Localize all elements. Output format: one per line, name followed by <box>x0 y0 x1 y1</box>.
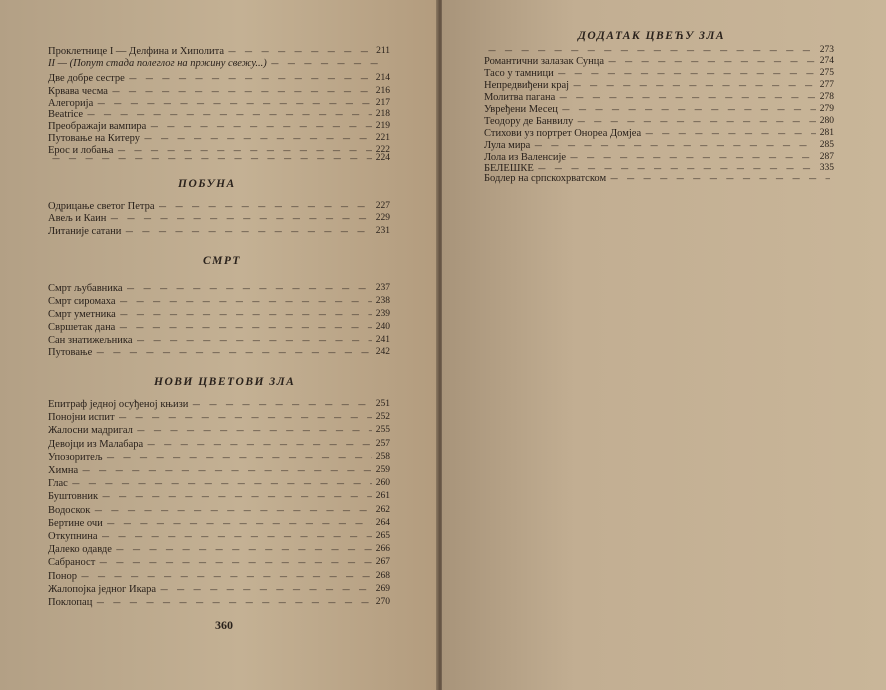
toc-entry-title: Путовање на Китеру <box>48 133 141 144</box>
section-heading-pobuna: ПОБУНА <box>178 178 236 190</box>
toc-entry-page: 240 <box>375 322 390 332</box>
page-number: 360 <box>215 618 233 632</box>
toc-entry <box>48 282 390 295</box>
toc-dash-leader <box>102 490 372 503</box>
toc-dash-leader <box>107 517 372 530</box>
toc-entry-page: 280 <box>819 116 834 126</box>
toc-entry-page: 231 <box>375 226 390 236</box>
toc-dash-leader <box>147 438 372 451</box>
toc-entry-page: 278 <box>819 92 834 102</box>
toc-entry-page: 258 <box>375 451 390 462</box>
toc-entry-title: Авељ и Каин <box>48 213 107 224</box>
toc-entry-page: 257 <box>375 438 390 449</box>
toc-dash-leader <box>137 424 372 437</box>
toc-entry <box>48 424 390 437</box>
toc-dash-leader <box>119 411 372 424</box>
toc-entry <box>48 477 390 490</box>
toc-entry-page: 268 <box>375 570 390 581</box>
toc-entry-page: 229 <box>375 213 390 223</box>
toc-dash-leader <box>52 152 372 165</box>
toc-dash-leader <box>102 530 372 543</box>
toc-entry-page: 219 <box>375 121 390 131</box>
toc-entry-page: 242 <box>375 347 390 357</box>
toc-entry-title: Одрицање светог Петра <box>48 201 155 212</box>
toc-dash-leader <box>160 583 372 596</box>
toc-entry-page: 277 <box>819 80 834 90</box>
left-page <box>0 0 438 690</box>
toc-entry-page: 285 <box>819 140 834 150</box>
toc-entry-title: II — (Попут стада полеглог на пржину свежу...) <box>48 58 267 69</box>
toc-dash-leader <box>82 464 372 477</box>
toc-dash-leader <box>96 346 371 359</box>
toc-entry-page: 218 <box>375 109 390 119</box>
toc-entry-page: 262 <box>375 504 390 515</box>
toc-entry-title: Молитва пагана <box>484 92 556 103</box>
toc-dash-leader <box>110 212 371 225</box>
toc-entry <box>48 596 390 609</box>
toc-entry-page: 264 <box>375 517 390 528</box>
toc-entry <box>48 438 390 451</box>
toc-entry-title: Проклетнице I — Делфина и Хиполита <box>48 46 224 57</box>
toc-entry <box>48 212 390 225</box>
section-heading-dodatak: ДОДАТАК ЦВЕЋУ ЗЛА <box>578 30 726 42</box>
right-page <box>442 0 886 690</box>
toc-entry-title: Смрт сиромаха <box>48 296 116 307</box>
toc-dash-leader <box>192 398 371 411</box>
toc-entry-title: Бодлер на српскохрватском <box>484 173 607 184</box>
toc-entry-title: Буштовник <box>48 491 99 503</box>
toc-dash-leader <box>119 321 371 334</box>
toc-dash-leader <box>610 172 830 185</box>
toc-entry-page: 241 <box>375 335 390 345</box>
toc-entry <box>48 504 390 517</box>
toc-entry-page: 281 <box>819 128 834 138</box>
toc-entry-title: Смрт уметника <box>48 309 116 320</box>
toc-entry-title: Глас <box>48 478 68 490</box>
toc-entry-title: Водоскок <box>48 504 91 516</box>
toc-entry-page: 267 <box>375 557 390 568</box>
toc-entry-title: Лула мира <box>484 140 531 151</box>
toc-dash-leader <box>125 225 371 238</box>
toc-dash-leader <box>127 282 372 295</box>
toc-entry-page: 275 <box>819 68 834 78</box>
toc-entry-title: Путовање <box>48 347 93 358</box>
toc-dash-leader <box>271 57 386 70</box>
toc-entry-page: 261 <box>375 491 390 502</box>
toc-entry-page: 224 <box>375 153 390 163</box>
toc-entry-title: Епитраф једној осуђеној књизи <box>48 399 189 410</box>
toc-entry-page: 255 <box>375 425 390 436</box>
toc-entry-title: Бертине очи <box>48 517 103 529</box>
toc-entry-title: Тасо у тамници <box>484 68 554 79</box>
toc-dash-leader <box>72 477 372 490</box>
toc-entry-page: 221 <box>375 133 390 143</box>
toc-entry <box>48 464 390 477</box>
toc-entry-page: 335 <box>819 163 834 173</box>
toc-dash-leader <box>116 543 372 556</box>
toc-entry-title: Упозоритељ <box>48 451 103 463</box>
toc-entry-title: Поклопац <box>48 597 93 608</box>
toc-dash-leader <box>96 596 371 609</box>
toc-entry-title: Понор <box>48 570 77 582</box>
toc-entry-title: Непредвиђени крај <box>484 80 570 91</box>
toc-entry-page: 274 <box>819 56 834 66</box>
toc-entry-page: 252 <box>375 412 390 423</box>
toc-entry-page: 269 <box>375 583 390 594</box>
toc-entry-page: 237 <box>375 283 390 293</box>
toc-entry <box>48 321 390 334</box>
toc-entry <box>48 57 390 70</box>
toc-entry-page: 222 <box>375 145 390 155</box>
toc-entry-title: Лола из Валенсије <box>484 152 567 163</box>
toc-entry-page: 211 <box>376 46 390 56</box>
toc-entry <box>48 152 390 165</box>
toc-entry-title: Алегорија <box>48 98 94 109</box>
toc-entry-title: Романтични залазак Сунца <box>484 56 605 67</box>
toc-entry <box>48 490 390 503</box>
toc-entry <box>48 72 390 85</box>
toc-entry-page: 251 <box>375 399 390 409</box>
toc-entry-page: 270 <box>375 597 390 607</box>
toc-dash-leader <box>106 451 371 464</box>
toc-entry-page: 279 <box>819 104 834 114</box>
toc-dash-leader <box>99 556 371 569</box>
toc-entry <box>48 308 390 321</box>
toc-entry <box>48 570 390 583</box>
toc-entry-title: Литаније сатани <box>48 226 122 237</box>
toc-entry <box>48 411 390 424</box>
toc-entry <box>48 346 390 359</box>
toc-entry-title: Ерос и лобања <box>48 145 114 156</box>
toc-entry-page: 227 <box>375 201 390 211</box>
toc-entry-title: Смрт љубавника <box>48 283 123 294</box>
toc-entry <box>48 556 390 569</box>
toc-entry-title: Преображаји вампира <box>48 121 147 132</box>
toc-entry-title: Увређени Месец <box>484 104 558 115</box>
section-heading-smrt: СМРТ <box>203 255 241 267</box>
toc-entry <box>48 225 390 238</box>
toc-dash-leader <box>94 504 371 517</box>
toc-entry <box>48 530 390 543</box>
toc-entry-title: Жалопојка једног Икара <box>48 583 157 595</box>
toc-entry-title: Стихови уз портрет Онореа Домјеа <box>484 128 642 139</box>
toc-entry-page: 266 <box>375 544 390 555</box>
toc-entry-title: Откупнина <box>48 531 98 542</box>
toc-entry <box>48 517 390 530</box>
toc-entry-title: Жалосни мадригал <box>48 425 133 437</box>
toc-entry-page: 239 <box>375 309 390 319</box>
toc-entry-page: 217 <box>375 98 390 108</box>
toc-entry <box>48 398 390 411</box>
toc-entry <box>48 543 390 556</box>
toc-entry-title: Понојни испит <box>48 412 115 424</box>
toc-entry-title: Девојци из Малабара <box>48 438 144 450</box>
toc-entry-page: 214 <box>375 73 390 83</box>
toc-entry-title: Сабраност <box>48 557 96 569</box>
toc-dash-leader <box>120 295 372 308</box>
toc-entry-title: Свршетак дана <box>48 322 116 333</box>
toc-entry-title: Две добре сестре <box>48 73 125 84</box>
toc-entry-page: 238 <box>375 296 390 306</box>
toc-dash-leader <box>129 72 372 85</box>
toc-entry <box>48 295 390 308</box>
toc-entry-title: Далеко одавде <box>48 544 112 556</box>
section-heading-novi-cvetovi: НОВИ ЦВЕТОВИ ЗЛА <box>154 376 296 388</box>
toc-entry <box>48 451 390 464</box>
toc-entry-title: БЕЛЕШКЕ <box>484 163 534 174</box>
toc-entry-page: 287 <box>819 152 834 162</box>
toc-entry <box>484 172 834 185</box>
toc-entry-page: 259 <box>375 465 390 475</box>
toc-entry-page: 260 <box>375 478 390 489</box>
toc-entry-page: 216 <box>375 86 390 96</box>
toc-entry-title: Beatrice <box>48 109 83 120</box>
toc-entry-title: Крвава чесма <box>48 86 108 97</box>
toc-entry <box>48 583 390 596</box>
toc-entry-page: 265 <box>375 531 390 541</box>
toc-entry-page: 273 <box>819 45 834 55</box>
toc-entry-title: Сан знатижељника <box>48 335 133 346</box>
toc-dash-leader <box>120 308 372 321</box>
toc-entry-title: Теодору де Банвилу <box>484 116 574 127</box>
toc-entry-title: Химна <box>48 465 79 476</box>
toc-dash-leader <box>81 570 372 583</box>
